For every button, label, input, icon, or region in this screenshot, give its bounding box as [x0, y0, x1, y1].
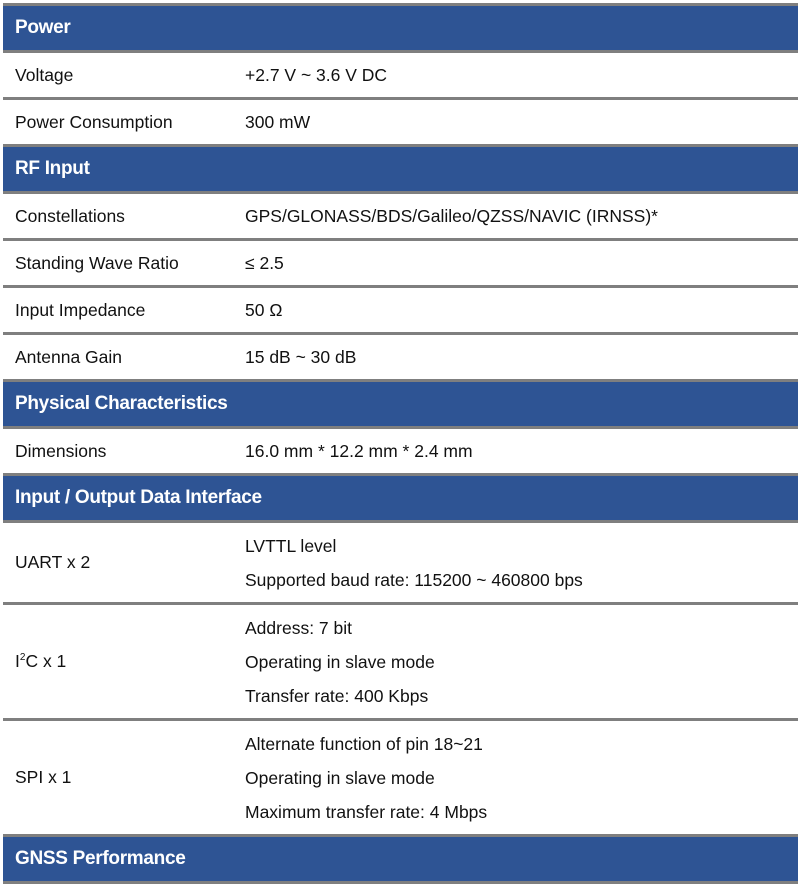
row-value-list [245, 529, 798, 597]
label-prefix: I [15, 651, 20, 671]
row-label: UART x 2 [15, 552, 91, 572]
row-value: GPS/GLONASS/BDS/Galileo/QZSS/NAVIC (IRNSS)* [245, 205, 658, 226]
row-value: 15 dB ~ 30 dB [245, 346, 357, 367]
row-value: +2.7 V ~ 3.6 V DC [245, 64, 388, 85]
spec-table [3, 3, 798, 884]
row-value-line: Operating in slave mode [245, 651, 435, 672]
row-label: Antenna Gain [15, 346, 123, 367]
table-row-uart [3, 520, 798, 602]
table-row-constellations [3, 191, 798, 238]
table-row-input-impedance [3, 285, 798, 332]
table-row-standing-wave-ratio [3, 238, 798, 285]
label-superscript: 2 [19, 652, 26, 663]
row-label: SPI x 1 [15, 767, 72, 787]
row-value-line: Transfer rate: 400 Kbps [245, 685, 429, 706]
row-value-line: Maximum transfer rate: 4 Mbps [245, 801, 488, 822]
section-header-physical-characteristics: Physical Characteristics [3, 379, 798, 426]
table-row-spi [3, 718, 798, 834]
row-label: Standing Wave Ratio [15, 252, 179, 273]
row-value-line: Supported baud rate: 115200 ~ 460800 bps [245, 569, 583, 590]
row-label: Power Consumption [15, 111, 173, 132]
table-row-dimensions [3, 426, 798, 473]
row-value-line: Address: 7 bit [245, 617, 352, 638]
row-value-line: Operating in slave mode [245, 767, 435, 788]
row-value-line: LVTTL level [245, 535, 337, 556]
section-header-power: Power [3, 3, 798, 50]
section-header-rf-input: RF Input [3, 144, 798, 191]
row-label: Voltage [15, 64, 74, 85]
row-value-line: Alternate function of pin 18~21 [245, 733, 483, 754]
label-suffix: C x 1 [25, 651, 67, 671]
row-label [3, 651, 245, 672]
row-value-list [245, 727, 798, 829]
row-label: Constellations [15, 205, 125, 226]
section-header-io-data-interface: Input / Output Data Interface [3, 473, 798, 520]
row-value: 16.0 mm * 12.2 mm * 2.4 mm [245, 440, 473, 461]
section-header-gnss-performance: GNSS Performance [3, 834, 798, 884]
table-row-i2c [3, 602, 798, 718]
row-value: 300 mW [245, 111, 311, 132]
row-label: Dimensions [15, 440, 107, 461]
row-value: ≤ 2.5 [245, 252, 284, 273]
table-row-power-consumption [3, 97, 798, 144]
table-row-antenna-gain [3, 332, 798, 379]
row-value-list [245, 611, 798, 713]
table-row-voltage [3, 50, 798, 97]
row-label: Input Impedance [15, 299, 146, 320]
row-value: 50 Ω [245, 299, 283, 320]
